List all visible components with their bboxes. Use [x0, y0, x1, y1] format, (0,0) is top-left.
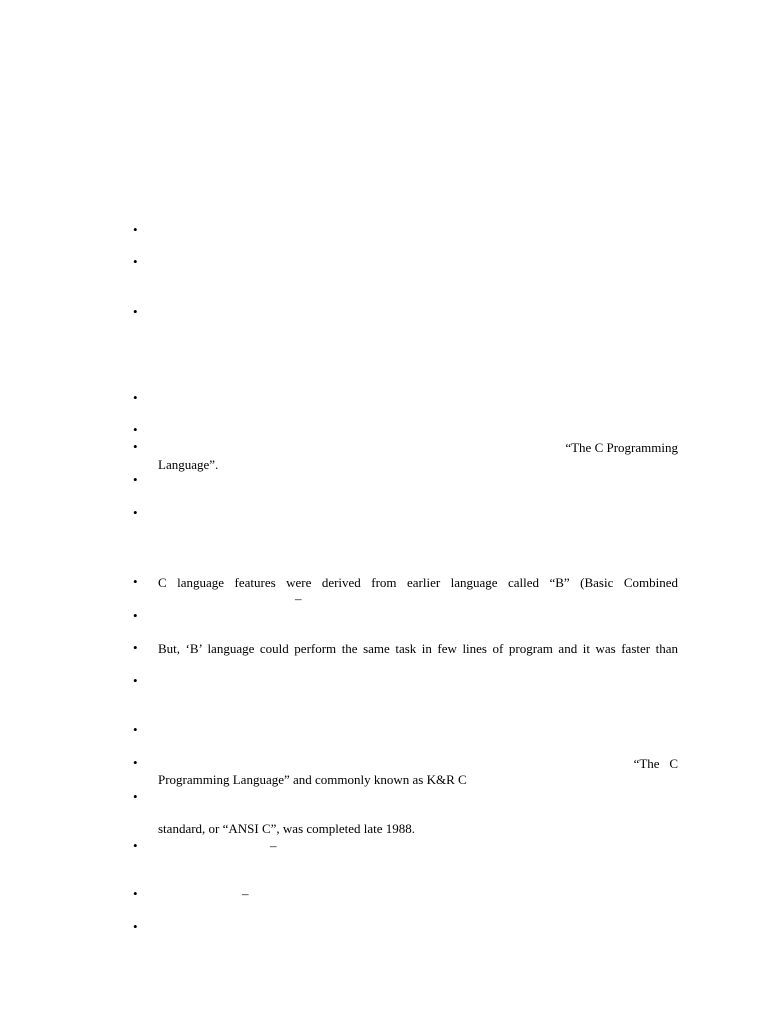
item-15-line-2: standard, or “ANSI C”, was completed late 1988. — [158, 821, 416, 836]
item-6-line-1: “The C Programming — [565, 440, 678, 455]
bullet-4 — [133, 394, 141, 402]
item-14-line-1: “The C — [633, 756, 678, 771]
item-11-line-1: But, ‘B’ language could perform the same task in few lines of program and it was faster than — [158, 641, 678, 656]
bullet-12 — [133, 677, 141, 685]
bullet-9 — [133, 578, 141, 586]
bullet-8 — [133, 509, 141, 517]
bullet-3 — [133, 308, 141, 316]
bullet-14 — [133, 759, 141, 767]
bullet-5 — [133, 426, 141, 434]
item-16-dash: – — [270, 838, 277, 853]
bullet-10 — [133, 612, 141, 620]
item-9-line-1: C language features were derived from earlier language called “B” (Basic Combined — [158, 575, 678, 590]
bullet-7 — [133, 476, 141, 484]
bullet-18 — [133, 923, 141, 931]
item-9-dash: – — [295, 591, 302, 606]
item-17-dash: – — [242, 886, 249, 901]
bullet-15 — [133, 793, 141, 801]
bullet-1 — [133, 226, 141, 234]
bullet-13 — [133, 726, 141, 734]
bullet-17 — [133, 890, 141, 898]
item-14-line-2: Programming Language” and commonly known as K&R C — [158, 772, 467, 787]
bullet-6 — [133, 443, 141, 451]
item-6-line-2: Language”. — [158, 457, 219, 472]
bullet-11 — [133, 644, 141, 652]
bullet-2 — [133, 258, 141, 266]
bullet-16 — [133, 842, 141, 850]
